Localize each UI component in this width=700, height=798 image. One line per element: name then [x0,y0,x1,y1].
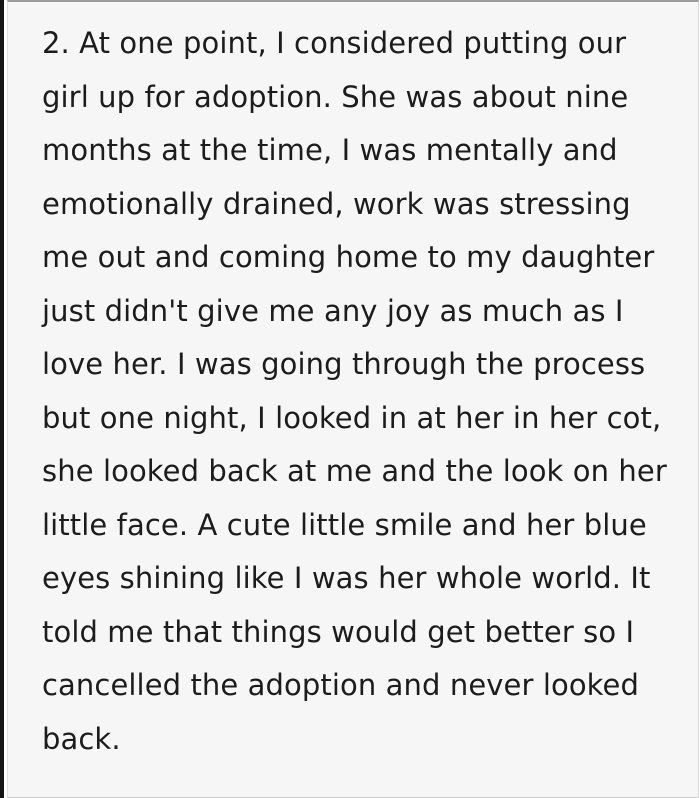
story-line: back. [42,721,121,756]
story-panel [7,0,699,798]
story-lines [42,17,678,766]
story-line: love her. I was going through the process [42,347,646,381]
story-line: just didn't give me any joy as much as I [42,293,624,328]
left-edge-bar [0,0,4,798]
story-line: told me that things would get better so I [42,614,635,649]
story-line: she looked back at me and the look on her [42,454,667,488]
story-line: months at the time, I was mentally and [42,133,618,167]
story-line: but one night, I looked in at her in her cot, [42,400,662,435]
story-line: emotionally drained, work was stressing [42,186,631,221]
story-line: girl up for adoption. She was about nine [42,79,629,114]
story-line: little face. A cute little smile and her blue [42,507,647,542]
story-line: eyes shining like I was her whole world. It [42,561,651,595]
story-text-block [8,2,698,766]
story-line: me out and coming home to my daughter [42,240,655,274]
story-line: cancelled the adoption and never looked [42,668,639,702]
story-line: 2. At one point, I considered putting our [42,26,627,60]
